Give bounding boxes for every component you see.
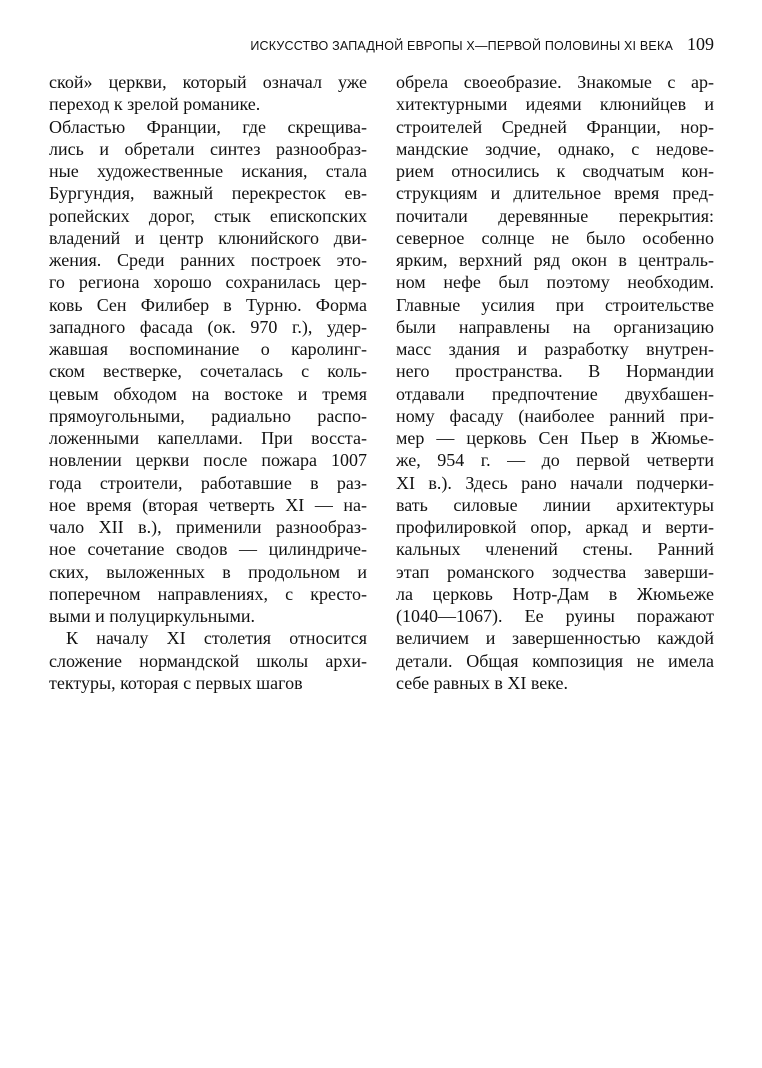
text-line: Областью Франции, где скрещива- bbox=[49, 116, 367, 137]
running-title: ИСКУССТВО ЗАПАДНОЙ ЕВРОПЫ X—ПЕРВОЙ ПОЛОВИНЫ XI ВЕКА bbox=[250, 39, 673, 53]
text-line: ложенными капеллами. При восста- bbox=[49, 428, 367, 448]
text-line: поперечном направлениях, с кресто- bbox=[49, 583, 367, 604]
text-line: новлении церкви после пожара 1007 bbox=[49, 450, 367, 471]
text-line: К началу XI столетия относится bbox=[66, 628, 367, 649]
text-line: ному фасаду (наиболее ранний при- bbox=[396, 405, 714, 426]
text-line: отдавали предпочтение двухбашен- bbox=[396, 383, 714, 404]
text-line: этап романского зодчества заверши- bbox=[396, 561, 714, 582]
text-line: северное солнце не было особенно bbox=[396, 227, 714, 248]
text-line: ских, выложенных в продольном и bbox=[49, 561, 367, 582]
text-line: ное сочетание сводов — цилиндриче- bbox=[49, 539, 367, 560]
text-line: масс здания и разработку внутрен- bbox=[396, 339, 714, 359]
text-line: струкциям и длительное время пред- bbox=[396, 183, 714, 204]
text-line: ла церковь Нотр-Дам в Жюмьеже bbox=[396, 583, 714, 604]
text-line: владений и центр клюнийского дви- bbox=[49, 227, 367, 248]
text-line: лись и обретали синтез разнообраз- bbox=[49, 138, 367, 159]
text-line: ное время (вторая четверть XI — на- bbox=[49, 494, 367, 515]
text-line: почитали деревянные перекрытия: bbox=[396, 205, 714, 226]
text-line: го региона хорошо сохранилась цер- bbox=[49, 272, 367, 293]
text-line: чало XII в.), применили разнообраз- bbox=[49, 517, 367, 537]
text-line: жавшая воспоминание о каролинг- bbox=[49, 339, 367, 359]
running-head bbox=[50, 34, 714, 55]
text-line: же, 954 г. — до первой четверти bbox=[396, 450, 714, 471]
text-line: ковь Сен Филибер в Турню. Форма bbox=[49, 294, 367, 315]
text-line: рием относились к сводчатым кон- bbox=[396, 161, 714, 181]
text-line: выми и полуциркульными. bbox=[49, 606, 256, 626]
text-line: профилировкой опор, аркад и верти- bbox=[396, 517, 714, 537]
text-line: цевым обходом на востоке и тремя bbox=[49, 383, 367, 404]
left-column bbox=[49, 71, 367, 694]
text-line: были направлены на организацию bbox=[396, 316, 714, 337]
text-line: него пространства. В Нормандии bbox=[396, 361, 714, 382]
text-line: ном нефе был поэтому необходим. bbox=[396, 272, 714, 293]
text-line: прямоугольными, радиально распо- bbox=[49, 405, 367, 426]
text-line: западного фасада (ок. 970 г.), удер- bbox=[49, 316, 367, 337]
text-line: XI в.). Здесь рано начали подчерки- bbox=[396, 472, 714, 493]
text-line: обрела своеобразие. Знакомые с ар- bbox=[396, 72, 714, 92]
text-line: себе равных в XI веке. bbox=[396, 672, 568, 693]
text-line: детали. Общая композиция не имела bbox=[396, 650, 714, 671]
text-line: строителей Средней Франции, нор- bbox=[396, 116, 714, 137]
right-column bbox=[396, 71, 714, 694]
text-line: мер — церковь Сен Пьер в Жюмье- bbox=[396, 428, 714, 448]
text-line: Бургундия, важный перекресток ев- bbox=[49, 183, 367, 204]
text-line: переход к зрелой романике. bbox=[49, 94, 261, 115]
text-line: вать силовые линии архитектуры bbox=[396, 494, 714, 515]
text-line: года строители, работавшие в раз- bbox=[49, 472, 367, 493]
text-line: кальных членений стены. Ранний bbox=[396, 539, 714, 560]
text-line: тектуры, которая с первых шагов bbox=[49, 672, 303, 693]
text-line: ярким, верхний ряд окон в централь- bbox=[396, 250, 714, 270]
text-line: ные художественные искания, стала bbox=[49, 161, 367, 181]
text-line: Главные усилия при строительстве bbox=[396, 294, 714, 315]
text-line: хитектурными идеями клюнийцев и bbox=[396, 94, 714, 115]
text-line: ском вестверке, сочеталась с коль- bbox=[49, 361, 367, 382]
page-number: 109 bbox=[687, 34, 714, 54]
text-line: ропейских дорог, стык епископских bbox=[49, 205, 367, 226]
text-line: жения. Среди ранних построек это- bbox=[49, 250, 367, 270]
text-line: сложение нормандской школы архи- bbox=[49, 650, 367, 671]
text-line: (1040—1067). Ее руины поражают bbox=[396, 606, 714, 626]
text-line: ской» церкви, который означал уже bbox=[49, 72, 367, 92]
text-line: мандские зодчие, однако, с недове- bbox=[396, 138, 714, 159]
text-line: величием и завершенностью каждой bbox=[396, 628, 714, 649]
